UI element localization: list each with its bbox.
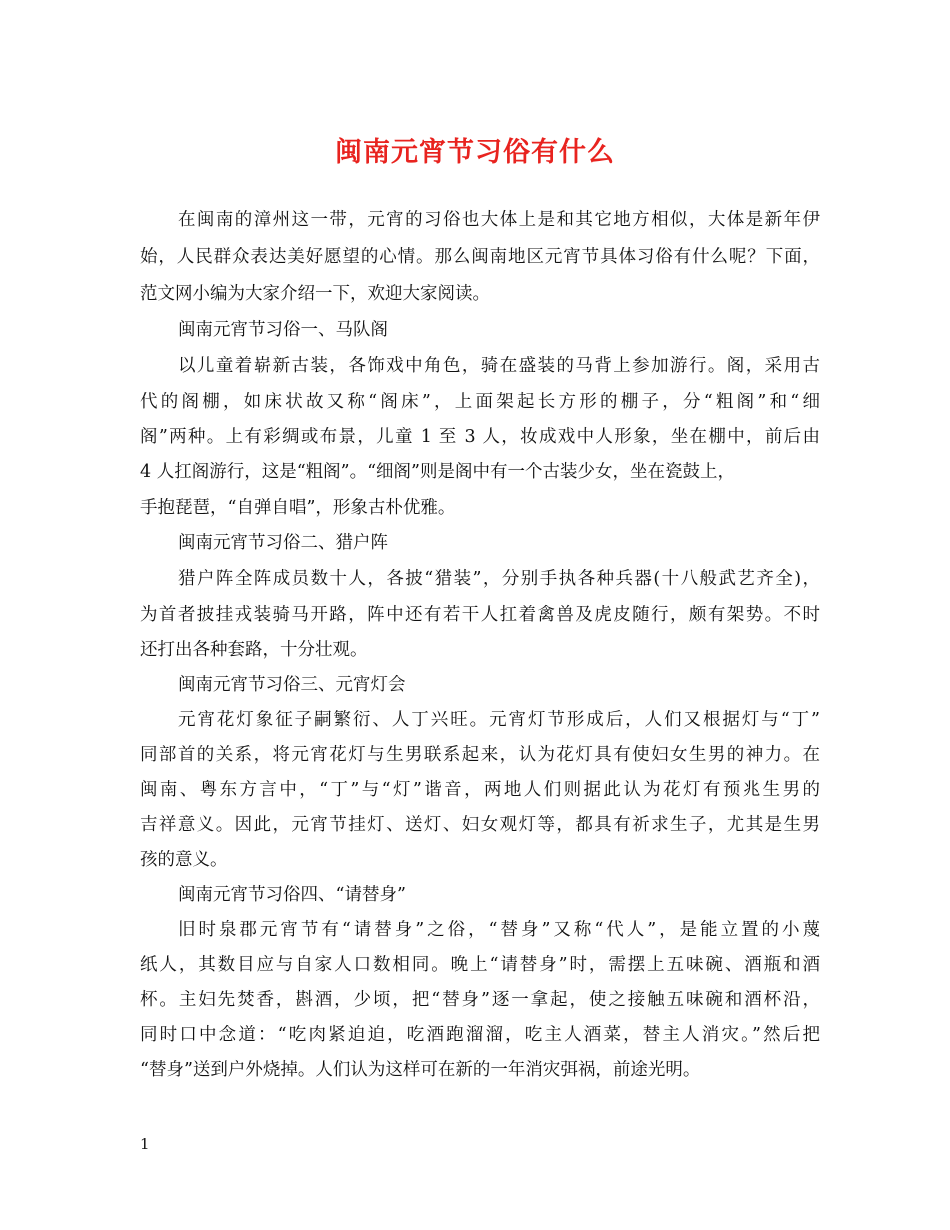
- paragraph-line: 以儿童着崭新古装，各饰戏中角色，骑在盛装的马背上参加游行。阁，采用古: [178, 356, 820, 376]
- paragraph-line: 手抱琵琶，“自弹自唱”，形象古朴优雅。: [140, 498, 456, 518]
- paragraph-line: 纸人，其数目应与自家人口数相同。晚上“请替身”时，需摆上五味碗、酒瓶和酒: [140, 955, 820, 975]
- paragraph-line: 旧时泉郡元宵节有“请替身”之俗，“替身”又称“代人”，是能立置的小蔑: [178, 920, 820, 940]
- section-heading: 闽南元宵节习俗一、马队阁: [178, 320, 388, 340]
- paragraph-line: 为首者披挂戎装骑马开路，阵中还有若干人扛着禽兽及虎皮随行，颇有架势。不时: [140, 605, 820, 625]
- paragraph-line: 闽南、粤东方言中，“丁”与“灯”谐音，两地人们则据此认为花灯有预兆生男的: [140, 780, 820, 800]
- paragraph-line: 阁”两种。上有彩绸或布景，儿童 1 至 3 人，妆成戏中人形象，坐在棚中，前后由: [140, 427, 820, 447]
- section-heading: 闽南元宵节习俗四、“请替身”: [178, 885, 406, 905]
- paragraph-line: “替身”送到户外烧掉。人们认为这样可在新的一年消灾弭祸，前途光明。: [140, 1060, 701, 1080]
- section-heading: 闽南元宵节习俗二、猎户阵: [178, 533, 388, 553]
- paragraph-line: 代的阁棚，如床状故又称“阁床”，上面架起长方形的棚子，分“粗阁”和“细: [140, 392, 820, 412]
- paragraph-line: 始，人民群众表达美好愿望的心情。那么闽南地区元宵节具体习俗有什么呢？下面，: [140, 247, 820, 267]
- paragraph-line: 还打出各种套路，十分壮观。: [140, 640, 368, 660]
- paragraph-line: 孩的意义。: [140, 850, 228, 870]
- page-number: 1: [140, 1135, 150, 1153]
- paragraph-line: 4 人扛阁游行，这是“粗阁”。“细阁”则是阁中有一个古装少女，坐在瓷鼓上，: [140, 462, 735, 482]
- paragraph-line: 在闽南的漳州这一带，元宵的习俗也大体上是和其它地方相似，大体是新年伊: [178, 210, 820, 230]
- paragraph-line: 猎户阵全阵成员数十人，各披“猎装”，分别手执各种兵器(十八般武艺齐全)，: [178, 569, 820, 589]
- paragraph-line: 范文网小编为大家介绍一下，欢迎大家阅读。: [140, 284, 490, 304]
- paragraph-line: 吉祥意义。因此，元宵节挂灯、送灯、妇女观灯等，都具有祈求生子，尤其是生男: [140, 815, 820, 835]
- page-title: 闽南元宵节习俗有什么: [335, 137, 615, 168]
- paragraph-line: 元宵花灯象征子嗣繁衍、人丁兴旺。元宵灯节形成后，人们又根据灯与“丁”: [178, 710, 820, 730]
- section-heading: 闽南元宵节习俗三、元宵灯会: [178, 675, 406, 695]
- paragraph-line: 杯。主妇先焚香，斟酒，少顷，把“替身”逐一拿起，使之接触五味碗和酒杯沿，: [140, 990, 820, 1010]
- paragraph-line: 同部首的关系，将元宵花灯与生男联系起来，认为花灯具有使妇女生男的神力。在: [140, 745, 820, 765]
- paragraph-line: 同时口中念道：“吃肉紧迫迫，吃酒跑溜溜，吃主人酒菜，替主人消灾。”然后把: [140, 1025, 820, 1045]
